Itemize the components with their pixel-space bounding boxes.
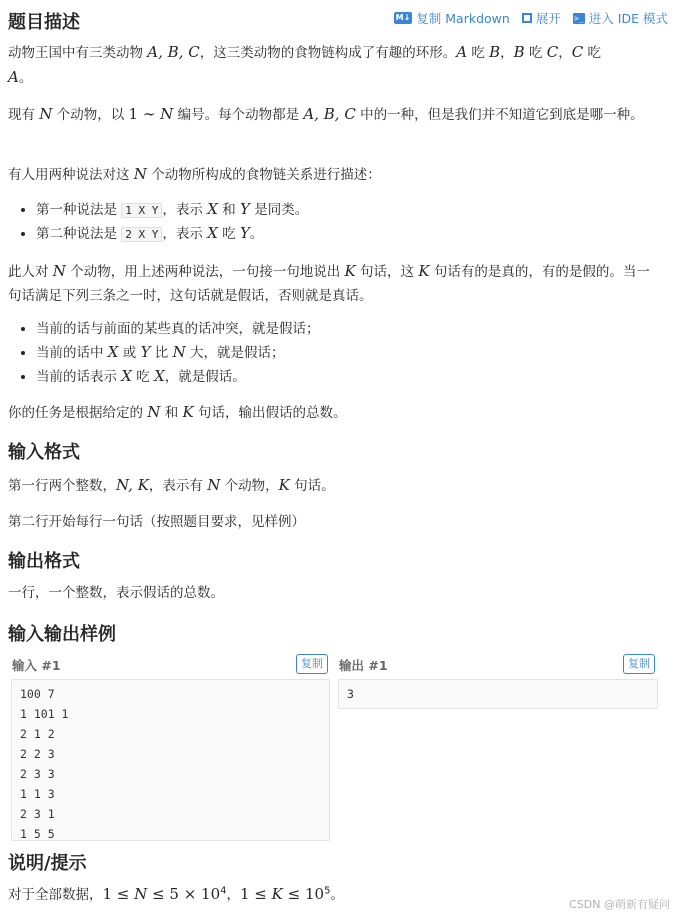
description-p1: 动物王国中有三类动物 A, B, C，这三类动物的食物链构成了有趣的环形。A 吃 B，B 吃 C，C 吃 A。 — [8, 43, 602, 86]
list-item: • 第一种说法是 1 X Y ，表示 X 和 Y 是同类。 — [36, 198, 658, 222]
description-p2: 现有 N 个动物，以 1 ∼ N 编号。每个动物都是 A, B, C 中的一种，但是我们并不知道它到底是哪一种。 — [8, 105, 644, 123]
sample-input-label: 输入 #1 — [12, 658, 61, 673]
hint-constraints: 对于全部数据，$1 \le N \le 5 \times 10^4$，$1 \le K \le 10^5$。 — [8, 885, 344, 903]
expand-button[interactable] — [522, 9, 561, 27]
code-line: 2 1 2 — [20, 727, 55, 741]
copy-markdown-label: 复制 Markdown — [416, 11, 510, 26]
list-item: • 当前的话中 X 或 Y 比 N 大，就是假话； — [36, 341, 658, 365]
description-p5: 你的任务是根据给定的 N 和 K 句话，输出假话的总数。 — [8, 403, 347, 421]
input-format-line1: 第一行两个整数，N, K，表示有 N 个动物，K 句话。 — [8, 476, 335, 494]
expand-icon — [522, 13, 532, 23]
samples-title: 输入输出样例 — [8, 624, 116, 645]
list-item: • 第二种说法是 2 X Y ，表示 X 吃 Y。 — [36, 222, 658, 246]
statement-types-list — [8, 198, 658, 246]
inline-code: 1 X Y — [121, 203, 162, 218]
markdown-icon: M↓ — [395, 13, 411, 22]
watermark: CSDN @萌新有疑问 — [569, 898, 670, 911]
input-format-line2: 第二行开始每行一句话（按照题目要求，见样例） — [8, 514, 305, 530]
code-line: 1 5 5 — [20, 827, 55, 841]
ide-mode-label: 进入 IDE 模式 — [588, 11, 668, 26]
input-format-title: 输入格式 — [8, 442, 80, 463]
problem-header — [8, 0, 668, 38]
copy-markdown-button[interactable] — [394, 9, 510, 27]
description-p4: 此人对 N 个动物，用上述两种说法，一句接一句地说出 K 句话，这 K 句话有的是真的，有的是假的。当一句话满足下列三条之一时，这句话就是假话，否则就是真话。 — [8, 262, 650, 304]
code-line: 2 2 3 — [20, 747, 55, 761]
copy-input-button[interactable]: 复制 — [296, 654, 328, 674]
false-rules-list — [8, 318, 658, 389]
output-format-title: 输出格式 — [8, 551, 80, 572]
code-line: 1 1 3 — [20, 787, 55, 801]
expand-label: 展开 — [535, 11, 561, 26]
code-line: 1 101 1 — [20, 707, 69, 721]
list-item: • 当前的话与前面的某些真的话冲突，就是假话； — [36, 318, 658, 341]
code-line: 3 — [347, 687, 354, 701]
description-p3: 有人用两种说法对这 N 个动物所构成的食物链关系进行描述： — [8, 165, 381, 183]
code-line: 2 3 3 — [20, 767, 55, 781]
sample-input-box[interactable] — [11, 679, 330, 841]
terminal-icon: >_ — [574, 13, 584, 23]
code-line: 100 7 — [20, 687, 55, 701]
problem-description-title: 题目描述 — [8, 12, 80, 33]
sample-output-label: 输出 #1 — [339, 658, 388, 673]
code-line: 2 3 1 — [20, 807, 55, 821]
list-item: • 当前的话表示 X 吃 X，就是假话。 — [36, 365, 658, 389]
ide-mode-button[interactable] — [573, 9, 668, 27]
inline-code: 2 X Y — [121, 227, 162, 242]
sample-output-box[interactable] — [338, 679, 658, 709]
header-actions — [394, 9, 668, 27]
output-format-line1: 一行，一个整数，表示假话的总数。 — [8, 585, 224, 601]
hint-title: 说明/提示 — [8, 853, 87, 874]
problem-page — [8, 0, 668, 903]
copy-output-button[interactable]: 复制 — [623, 654, 655, 674]
